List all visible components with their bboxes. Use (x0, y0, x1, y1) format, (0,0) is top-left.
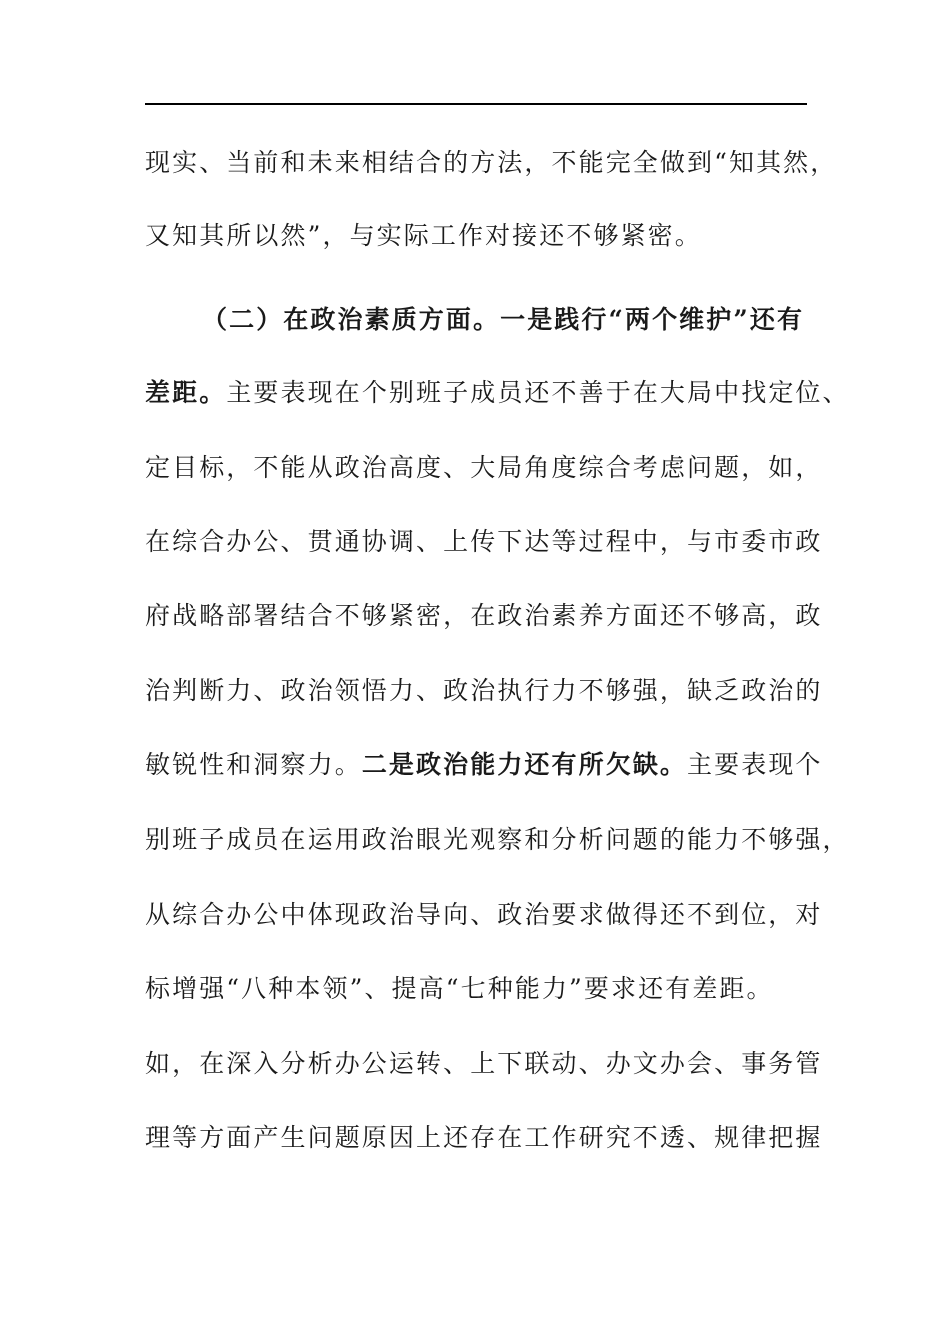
text-line: 理等方面产生问题原因上还存在工作研究不透、规律把握 (145, 1123, 823, 1152)
text-line: 府战略部署结合不够紧密，在政治素养方面还不够高，政 (145, 601, 823, 630)
text-line: 现实、当前和未来相结合的方法，不能完全做到“知其然， (145, 148, 838, 177)
section-heading-line: （二）在政治素质方面。一是践行“两个维护”还有 (202, 305, 805, 334)
text-line: 别班子成员在运用政治眼光观察和分析问题的能力不够强， (145, 825, 850, 854)
text-line: 治判断力、政治领悟力、政治执行力不够强，缺乏政治的 (145, 676, 823, 705)
text-line: 定目标，不能从政治高度、大局角度综合考虑问题，如， (145, 453, 823, 482)
text-line: 敏锐性和洞察力。二是政治能力还有所欠缺。主要表现个 (145, 750, 823, 779)
text-line: 从综合办公中体现政治导向、政治要求做得还不到位，对 (145, 900, 823, 929)
text-line: 差距。主要表现在个别班子成员还不善于在大局中找定位、 (145, 378, 850, 407)
text-line: 如，在深入分析办公运转、上下联动、办文办会、事务管 (145, 1049, 823, 1078)
header-rule (145, 103, 807, 105)
text-line: 又知其所以然”，与实际工作对接还不够紧密。 (145, 221, 702, 250)
text-line: 在综合办公、贯通协调、上传下达等过程中，与市委市政 (145, 527, 823, 556)
text-line: 标增强“八种本领”、提高“七种能力”要求还有差距。 (145, 974, 774, 1003)
